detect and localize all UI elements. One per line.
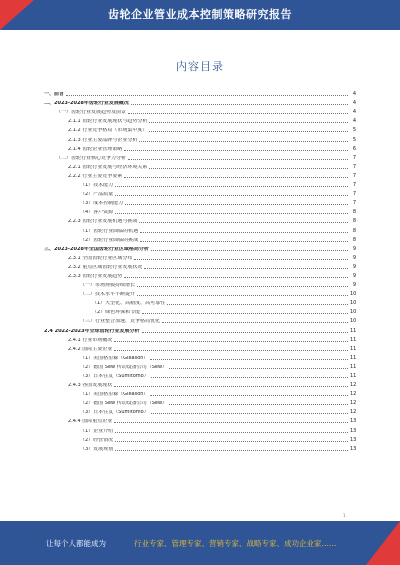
toc-entry[interactable] (44, 288, 356, 297)
toc-entry[interactable] (44, 324, 356, 333)
toc-entry-page: 7 (352, 163, 356, 170)
toc-entry-page: 10 (350, 318, 357, 325)
toc-entry-label: （3）成本控制能力 (80, 201, 124, 207)
toc-entry[interactable] (44, 243, 356, 252)
toc-entry-page: 9 (352, 272, 356, 279)
toc-leader-dots (114, 386, 348, 387)
page-number: 1 (343, 513, 346, 518)
toc-leader-dots (124, 177, 348, 178)
toc-entry-page: 12 (350, 382, 357, 389)
toc-entry-page: 8 (352, 218, 356, 225)
toc-leader-dots (139, 222, 348, 223)
toc-entry-label: （三）行业整合加速、竞争格局优化 (80, 319, 161, 325)
toc-entry-page: 9 (352, 282, 356, 289)
toc-entry-page: 8 (352, 209, 356, 216)
toc-entry-page: 13 (350, 436, 357, 443)
toc-entry-page: 11 (350, 354, 357, 361)
toc-leader-dots (114, 422, 348, 423)
toc-entry-label: （1）大型化、高精度、高可靠性 (92, 301, 166, 307)
toc-entry-label: （2）齿轮行业面临的挑战 (80, 237, 139, 243)
toc-leader-dots (149, 122, 348, 123)
toc-entry-label: 2.4 2022-2023年全球齿轮行业发展分析 (44, 328, 140, 334)
toc-entry-page: 7 (352, 200, 356, 207)
toc-leader-dots (169, 368, 348, 369)
toc-leader-dots (144, 268, 348, 269)
toc-entry[interactable] (44, 361, 356, 370)
toc-entry[interactable] (44, 261, 356, 270)
toc-entry[interactable] (44, 97, 356, 106)
toc-entry-label: 一、前言 (44, 92, 65, 98)
toc-entry[interactable] (44, 124, 356, 133)
toc-entry[interactable] (44, 397, 356, 406)
toc-entry[interactable] (44, 88, 356, 97)
toc-leader-dots (114, 350, 348, 351)
toc-entry-label: （3）发展规划 (80, 446, 114, 452)
toc-leader-dots (140, 232, 348, 233)
toc-entry[interactable] (44, 315, 356, 324)
toc-leader-dots (125, 204, 348, 205)
toc-leader-dots (167, 304, 348, 305)
toc-entry-label: 2.3.2 重点区域齿轮行业发展状况 (68, 264, 143, 270)
toc-entry[interactable] (44, 106, 356, 115)
toc-leader-dots (151, 413, 348, 414)
toc-leader-dots (115, 195, 348, 196)
toc-leader-dots (115, 186, 348, 187)
toc-leader-dots (137, 295, 348, 296)
toc-leader-dots (66, 95, 348, 96)
toc-entry-page: 10 (350, 309, 357, 316)
toc-leader-dots (134, 259, 348, 260)
toc-entry-page: 4 (352, 109, 356, 116)
toc-entry-label: 2.1.1 齿轮行业发展现状与趋势分析 (68, 119, 148, 125)
toc-entry[interactable] (44, 388, 356, 397)
toc-entry-page: 8 (352, 236, 356, 243)
toc-entry[interactable] (44, 297, 356, 306)
toc-leader-dots (149, 168, 348, 169)
report-title: 齿轮企业管业成本控制策略研究报告 (108, 8, 292, 21)
toc-leader-dots (151, 250, 348, 251)
toc-leader-dots (150, 395, 348, 396)
toc-entry-page: 11 (350, 345, 357, 352)
toc-entry-page: 8 (352, 227, 356, 234)
toc-entry[interactable] (44, 179, 356, 188)
toc-entry-label: （1）技术能力 (80, 183, 114, 189)
toc-entry-label: 三、2023-2028年全国齿轮行业区域格局分析 (44, 246, 149, 252)
toc-entry-label: 2.3.3 齿轮行业发展趋势 (68, 273, 123, 279)
toc-entry-label: （2）绿色环保和节能 (92, 310, 141, 316)
toc-entry[interactable] (44, 215, 356, 224)
toc-entry-page: 6 (352, 145, 356, 152)
page-header (0, 0, 400, 34)
toc-leader-dots (115, 213, 348, 214)
toc-entry-page: 9 (352, 254, 356, 261)
toc-leader-dots (139, 141, 348, 142)
toc-leader-dots (128, 159, 348, 160)
toc-leader-dots (142, 332, 348, 333)
toc-entry-label: （1）美国格里森（Gleason） (80, 392, 149, 398)
toc-entry-page: 10 (350, 300, 357, 307)
toc-entry-page: 12 (350, 391, 357, 398)
toc-leader-dots (115, 432, 348, 433)
toc-leader-dots (137, 286, 348, 287)
toc-entry-page: 9 (352, 263, 356, 270)
toc-leader-dots (151, 377, 348, 378)
toc-leader-dots (150, 359, 348, 360)
toc-entry-label: （2）经营情况 (80, 437, 114, 443)
toc-entry[interactable] (44, 334, 356, 343)
toc-entry-page: 4 (352, 91, 356, 98)
toc-entry[interactable] (44, 352, 356, 361)
table-of-contents (44, 88, 356, 452)
toc-leader-dots (162, 322, 348, 323)
toc-leader-dots (149, 131, 348, 132)
toc-leader-dots (169, 404, 348, 405)
toc-entry[interactable] (44, 206, 356, 215)
toc-entry-page: 12 (350, 400, 357, 407)
toc-entry-page: 10 (350, 291, 357, 298)
toc-entry-page: 7 (352, 182, 356, 189)
toc-leader-dots (128, 113, 348, 114)
toc-entry[interactable] (44, 406, 356, 415)
toc-leader-dots (142, 313, 348, 314)
toc-entry[interactable] (44, 270, 356, 279)
toc-entry-page: 9 (352, 245, 356, 252)
toc-entry[interactable] (44, 224, 356, 233)
toc-entry[interactable] (44, 306, 356, 315)
toc-entry[interactable] (44, 252, 356, 261)
toc-entry-page: 11 (350, 373, 357, 379)
toc-entry-page: 7 (352, 172, 356, 179)
toc-entry[interactable] (44, 170, 356, 179)
toc-entry-page: 7 (352, 154, 356, 161)
toc-entry-label: 2.2.3 齿轮行业发展机遇与挑战 (68, 219, 138, 225)
toc-entry-label: 2.1.3 行业主要品牌与企业分析 (68, 137, 138, 143)
toc-entry-label: （3）日本住友（Sumitomo） (80, 374, 149, 379)
toc-entry-label: 2.4.4 国际重点企业 (68, 419, 113, 425)
footer-corner-accent (366, 521, 400, 565)
toc-entry-label: （2）德国 Sew 传动设备公司（Sew） (80, 364, 168, 370)
toc-entry-label: 2.4.1 行业市场概况 (68, 337, 113, 343)
toc-entry-label: （二）技术水平不断提升 (80, 292, 136, 298)
toc-entry-label: （4）客户资源 (80, 210, 114, 216)
toc-entry[interactable] (44, 188, 356, 197)
toc-entry[interactable] (44, 152, 356, 161)
toc-entry-page: 11 (350, 336, 357, 343)
toc-entry[interactable] (44, 143, 356, 152)
toc-entry-label: 2.3.1 全国齿轮行业区域分布 (68, 255, 133, 261)
toc-entry-label: 二、2023-2028年齿轮行业发展概况 (44, 101, 129, 107)
toc-entry[interactable] (44, 415, 356, 424)
toc-entry-label: （2）产品质量 (80, 192, 114, 198)
toc-entry-page: 4 (352, 118, 356, 125)
toc-leader-dots (115, 450, 348, 451)
toc-entry[interactable] (44, 370, 356, 379)
toc-entry[interactable] (44, 133, 356, 142)
toc-entry[interactable] (44, 424, 356, 433)
toc-entry-label: （1）齿轮行业面临的机遇 (80, 228, 139, 234)
footer-slogan: 让每个人都能成为 (46, 539, 106, 548)
toc-entry[interactable] (44, 197, 356, 206)
toc-entry-page: 5 (352, 136, 356, 143)
toc-leader-dots (114, 341, 348, 342)
toc-entry[interactable] (44, 443, 356, 452)
toc-entry[interactable] (44, 434, 356, 443)
toc-entry-label: （1）企业介绍 (80, 428, 114, 434)
toc-entry[interactable] (44, 234, 356, 243)
toc-entry[interactable] (44, 279, 356, 288)
toc-leader-dots (124, 150, 348, 151)
toc-leader-dots (131, 104, 348, 105)
toc-entry[interactable] (44, 161, 356, 170)
toc-entry-label: 2.1.4 齿轮企业管理策略 (68, 146, 123, 152)
toc-entry-label: 2.2.1 齿轮行业发展与经济环境关系 (68, 164, 148, 170)
toc-leader-dots (124, 277, 348, 278)
toc-entry-page: 11 (350, 363, 357, 370)
toc-leader-dots (115, 441, 348, 442)
toc-leader-dots (140, 241, 348, 242)
toc-entry-label: 2.4.2 国际主要企业 (68, 346, 113, 352)
toc-entry-page: 11 (350, 327, 357, 334)
toc-entry-page: 13 (350, 427, 357, 434)
footer-tagline: 行业专家、管理专家、营销专家、战略专家、成功企业家…… (134, 539, 337, 548)
toc-entry-label: （3）日本住友（Sumitomo） (80, 410, 149, 416)
page-footer (0, 521, 400, 565)
toc-entry-label: （二）齿轮行业核心竞争力分析 (56, 155, 127, 161)
toc-entry-label: （一）市场规模持续增长 (80, 283, 136, 289)
toc-entry-label: （一）齿轮行业发展趋势及前景 (56, 110, 127, 116)
toc-title: 内容目录 (176, 60, 224, 73)
toc-entry[interactable] (44, 115, 356, 124)
toc-entry-page: 13 (350, 445, 357, 452)
toc-entry-label: 2.1.2 行业竞争格局（市场集中度） (68, 128, 148, 134)
toc-entry-page: 12 (350, 409, 357, 416)
toc-entry-page: 4 (352, 100, 356, 107)
toc-entry-page: 5 (352, 127, 356, 134)
toc-entry-label: 2.4.3 各国发展现状 (68, 383, 113, 389)
toc-entry-page: 7 (352, 191, 356, 198)
toc-entry-label: 2.2.2 行业主要竞争要素 (68, 173, 123, 179)
toc-entry-label: （2）德国 Sew 传动设备公司（Sew） (80, 401, 168, 407)
toc-entry[interactable] (44, 343, 356, 352)
toc-entry[interactable] (44, 379, 356, 388)
toc-entry-page: 13 (350, 418, 357, 425)
toc-entry-label: （1）美国格里森（Gleason） (80, 355, 149, 361)
